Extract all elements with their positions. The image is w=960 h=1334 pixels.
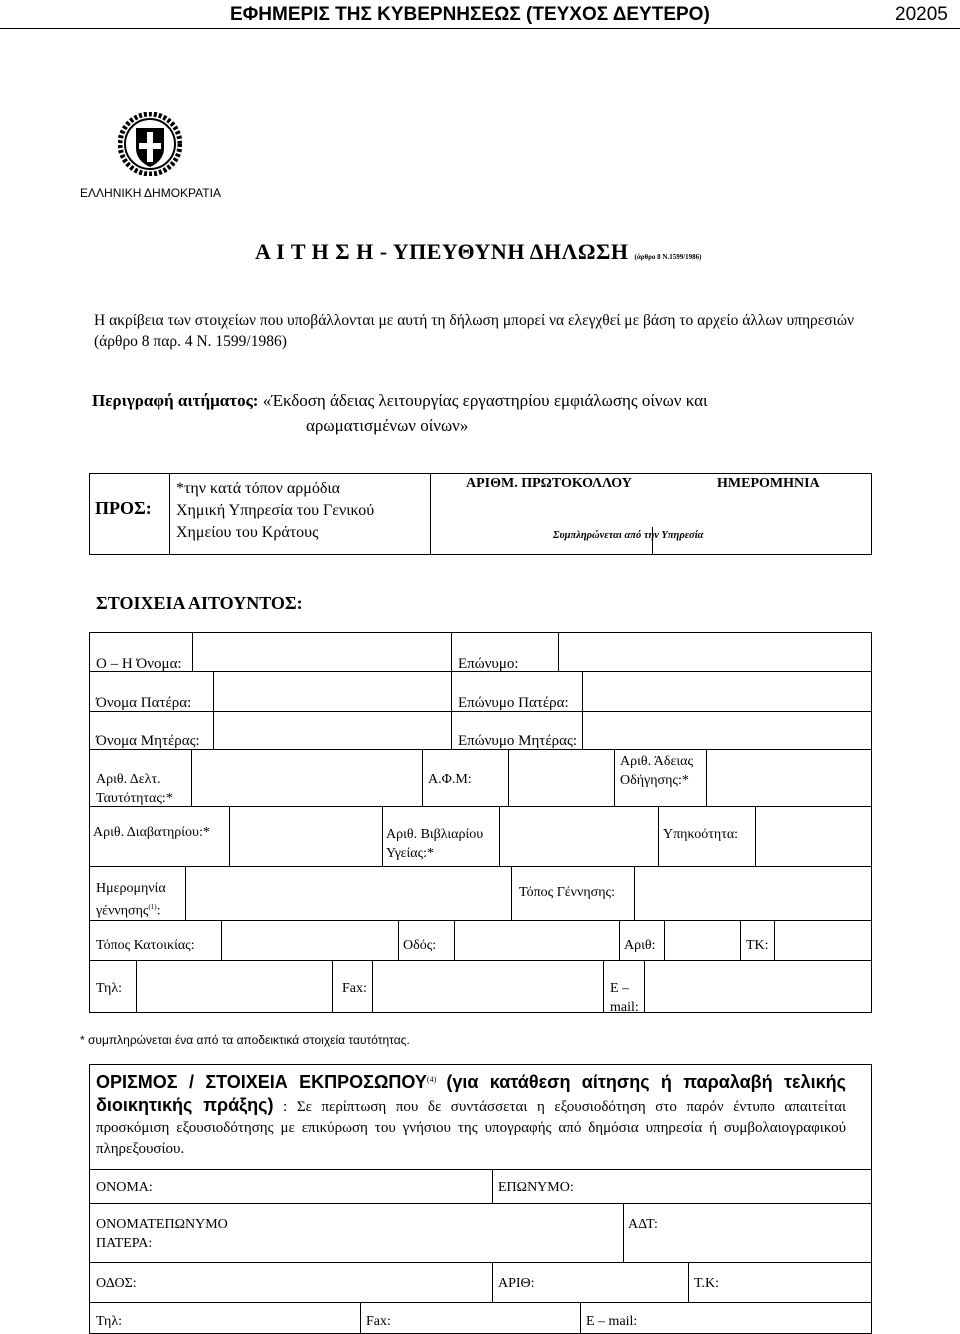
document-title: Α Ι Τ Η Σ Η - ΥΠΕΥΘΥΝΗ ΔΗΛΩΣΗ (άρθρο 8 Ν.1599/1986)	[255, 239, 702, 264]
rep-number-label: ΑΡΙΘ:	[498, 1276, 535, 1291]
page-number: 20205	[895, 4, 948, 25]
greek-coat-of-arms-icon	[118, 112, 182, 176]
rep-fax-label: Fax:	[366, 1314, 391, 1329]
mother-surname-label: Επώνυμο Μητέρας:	[458, 733, 578, 749]
passport-label: Αριθ. Διαβατηρίου:*	[93, 825, 210, 840]
rep-postal-code-label: Τ.Κ:	[694, 1276, 720, 1291]
id-footnote: * συμπληρώνεται ένα από τα αποδεικτικά στοιχεία ταυτότητας.	[80, 1033, 410, 1047]
request-description	[92, 388, 892, 438]
accuracy-notice: Η ακρίβεια των στοιχείων που υποβάλλονται με αυτή τη δήλωση μπορεί να ελεγχθεί με βάση το αρχείο άλλων υπηρεσιών (άρθρο 8 παρ. 4 Ν. 1599/1986)	[94, 312, 855, 350]
rep-id-card-label: ΑΔΤ:	[628, 1217, 658, 1232]
rep-email-label: E – mail:	[586, 1314, 638, 1329]
postal-code-label: ΤΚ:	[746, 938, 769, 953]
request-description-text-1: «Έκδοση άδειας λειτουργίας εργαστηρίου εμφιάλωσης οίνων και	[262, 391, 708, 410]
rep-father-label: ΟΝΟΜΑΤΕΠΩΝΥΜΟ ΠΑΤΕΡΑ:	[96, 1217, 228, 1251]
to-label: ΠΡΟΣ:	[95, 498, 152, 518]
gazette-header-title: ΕΦΗΜΕΡΙΣ ΤΗΣ ΚΥΒΕΡΝΗΣΕΩΣ (ΤΕΥΧΟΣ ΔΕΥΤΕΡΟ)	[230, 4, 710, 25]
request-description-text-2: αρωματισμένων οίνων»	[306, 416, 469, 435]
rep-name-label: ΟΝΟΜΑ:	[96, 1180, 153, 1195]
rep-phone-label: Τηλ:	[96, 1314, 123, 1329]
republic-label: ΕΛΛΗΝΙΚΗ ΔΗΜΟΚΡΑΤΙΑ	[80, 186, 221, 200]
fax-label: Fax:	[342, 981, 367, 996]
father-surname-label: Επώνυμο Πατέρα:	[458, 695, 569, 711]
request-description-label: Περιγραφή αιτήματος:	[92, 391, 259, 410]
recipient-service: *την κατά τόπον αρμόδια Χημική Υπηρεσία του Γενικού Χημείου του Κράτους	[176, 480, 375, 541]
health-book-label: Αριθ. Βιβλιαρίου Υγείας:*	[386, 827, 484, 861]
rep-surname-label: ΕΠΩΝΥΜΟ:	[498, 1180, 574, 1195]
rep-street-label: ΟΔΟΣ:	[96, 1276, 137, 1291]
residence-label: Τόπος Κατοικίας:	[96, 938, 195, 953]
applicant-section-title: ΣΤΟΙΧΕΙΑ ΑΙΤΟΥΝΤΟΣ:	[96, 593, 303, 613]
applicant-surname-label: Επώνυμο:	[458, 656, 519, 672]
birth-date-label: Ημερομηνία γέννησης$^{(1)}$:	[96, 881, 166, 919]
email-label: E – mail:	[610, 981, 639, 1015]
applicant-name-label: Ο – Η Όνομα:	[96, 656, 182, 672]
street-label: Οδός:	[403, 938, 437, 953]
law-reference: (άρθρο 8 Ν.1599/1986)	[634, 253, 702, 261]
phone-label: Τηλ:	[96, 981, 123, 996]
date-label: ΗΜΕΡΟΜΗΝΙΑ	[717, 476, 820, 491]
header-divider	[0, 28, 960, 29]
mother-name-label: Όνομα Μητέρας:	[96, 733, 200, 749]
driving-license-label: Αριθ. Άδειας Οδήγησης:*	[620, 754, 694, 788]
father-name-label: Όνομα Πατέρα:	[96, 695, 192, 711]
birth-place-label: Τόπος Γέννησης:	[519, 885, 615, 900]
id-card-label: Αριθ. Δελτ. Ταυτότητας:*	[96, 772, 173, 806]
tax-id-label: Α.Φ.Μ:	[428, 772, 472, 787]
protocol-number-label: ΑΡΙΘΜ. ΠΡΩΤΟΚΟΛΛΟΥ	[466, 476, 632, 491]
street-number-label: Αριθ:	[624, 938, 656, 953]
service-fill-note: Συμπληρώνεται από την Υπηρεσία	[553, 530, 704, 541]
representative-section-title: ΟΡΙΣΜΟΣ / ΣΤΟΙΧΕΙΑ ΕΚΠΡΟΣΩΠΟΥ$^{(4)}$ (για κατάθεση αίτησης ή παραλαβή τελικής διοικητικής πράξης) : Σε περίπτωση που δε συντάσσεται η εξουσιοδότηση στο παρόν έντυπο απαιτείται προσκόμιση εξουσιοδότησης με επικύρωση του γνήσιου της υπογραφής από δημόσια υπηρεσία ή συμβολαιογραφικού πληρεξουσίου.	[96, 1072, 847, 1157]
citizenship-label: Υπηκοότητα:	[663, 827, 739, 842]
